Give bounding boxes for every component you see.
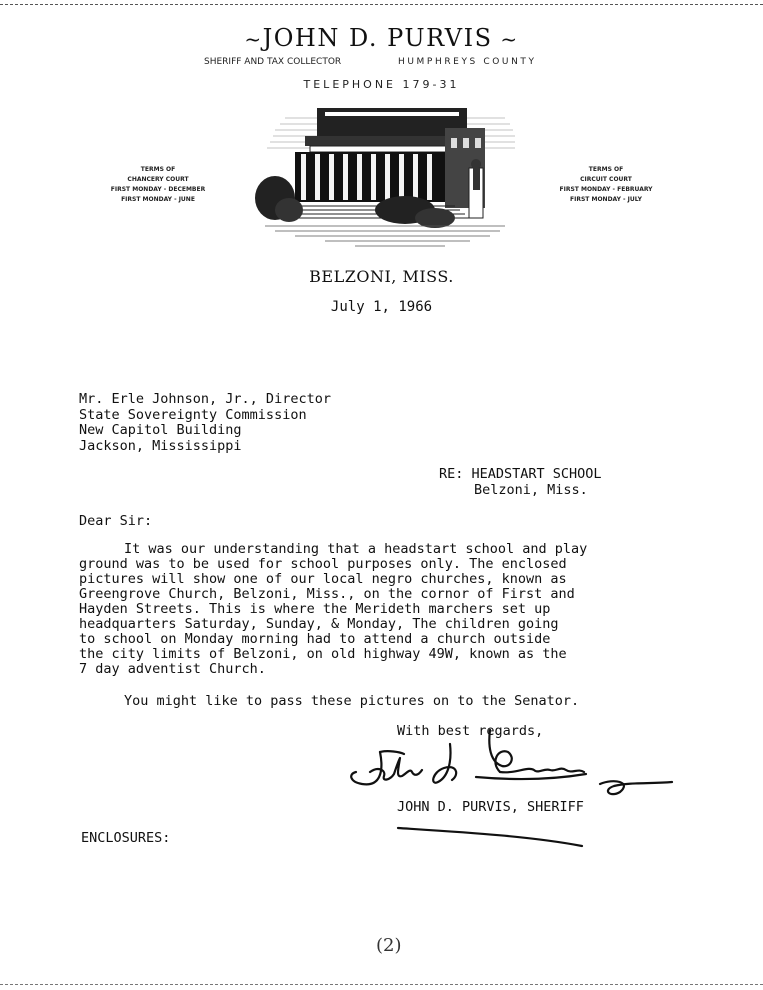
address-line: Jackson, Mississippi <box>79 437 242 454</box>
letterhead-name-text: JOHN D. PURVIS <box>262 24 493 52</box>
body-paragraph-1 <box>79 542 587 677</box>
salutation: Dear Sir: <box>79 513 153 529</box>
letterhead-city: BELZONI, MISS. <box>309 267 454 286</box>
signer-name: JOHN D. PURVIS, SHERIFF <box>397 799 584 815</box>
address-line: New Capitol Building <box>79 422 242 438</box>
subject-reference <box>439 466 602 498</box>
chancery-court-terms <box>88 165 228 205</box>
body-line: Hayden Streets. This is where the Merideth marchers set up <box>79 601 551 617</box>
circuit-court-terms <box>536 165 676 205</box>
body-line: headquarters Saturday, Sunday, & Monday, The children going <box>79 616 559 632</box>
subject-line: Belzoni, Miss. <box>474 482 588 498</box>
handwritten-signature <box>340 722 680 852</box>
body-line: to school on Monday morning had to attend a church outside <box>79 631 551 647</box>
letterhead-county: HUMPHREYS COUNTY <box>398 57 537 67</box>
letterhead-name: ~JOHN D. PURVIS ~ <box>244 24 519 52</box>
body-line: Greengrove Church, Belzoni, Miss., on the cornor of First and <box>79 586 575 602</box>
letter-date: July 1, 1966 <box>330 299 433 315</box>
chancery-terms-line: CHANCERY COURT <box>127 176 189 183</box>
body-line: pictures will show one of our local negro churches, known as <box>79 571 567 587</box>
top-edge-divider <box>0 4 763 5</box>
body-line: the city limits of Belzoni, on old highway 49W, known as the <box>79 646 567 662</box>
page-number: (2) <box>376 935 402 956</box>
courthouse-illustration <box>255 98 517 250</box>
address-line: Mr. Erle Johnson, Jr., Director <box>79 391 331 407</box>
chancery-terms-line: FIRST MONDAY - JUNE <box>121 196 195 203</box>
circuit-terms-line: FIRST MONDAY - JULY <box>570 196 642 203</box>
body-line: ground was to be used for school purposes only. The enclosed <box>79 556 567 572</box>
address-line: State Sovereignty Commission <box>79 406 307 423</box>
circuit-terms-line: CIRCUIT COURT <box>580 176 632 183</box>
body-line: It was our understanding that a headstart school and play <box>124 541 588 557</box>
recipient-address <box>79 392 331 454</box>
letterhead-telephone: TELEPHONE 179-31 <box>303 78 460 91</box>
chancery-terms-line: TERMS OF <box>140 166 176 173</box>
circuit-terms-line: TERMS OF <box>588 166 624 173</box>
chancery-terms-line: FIRST MONDAY - DECEMBER <box>110 186 206 193</box>
bottom-edge-divider <box>0 984 763 985</box>
subject-line: RE: HEADSTART SCHOOL <box>439 466 602 482</box>
body-paragraph-2: You might like to pass these pictures on to the Senator. <box>124 693 580 709</box>
closing: With best regards, <box>397 723 544 739</box>
enclosures-label: ENCLOSURES: <box>81 830 171 846</box>
letterhead-title: SHERIFF AND TAX COLLECTOR <box>204 57 342 67</box>
circuit-terms-line: FIRST MONDAY - FEBRUARY <box>559 186 653 193</box>
body-line: 7 day adventist Church. <box>79 661 266 677</box>
